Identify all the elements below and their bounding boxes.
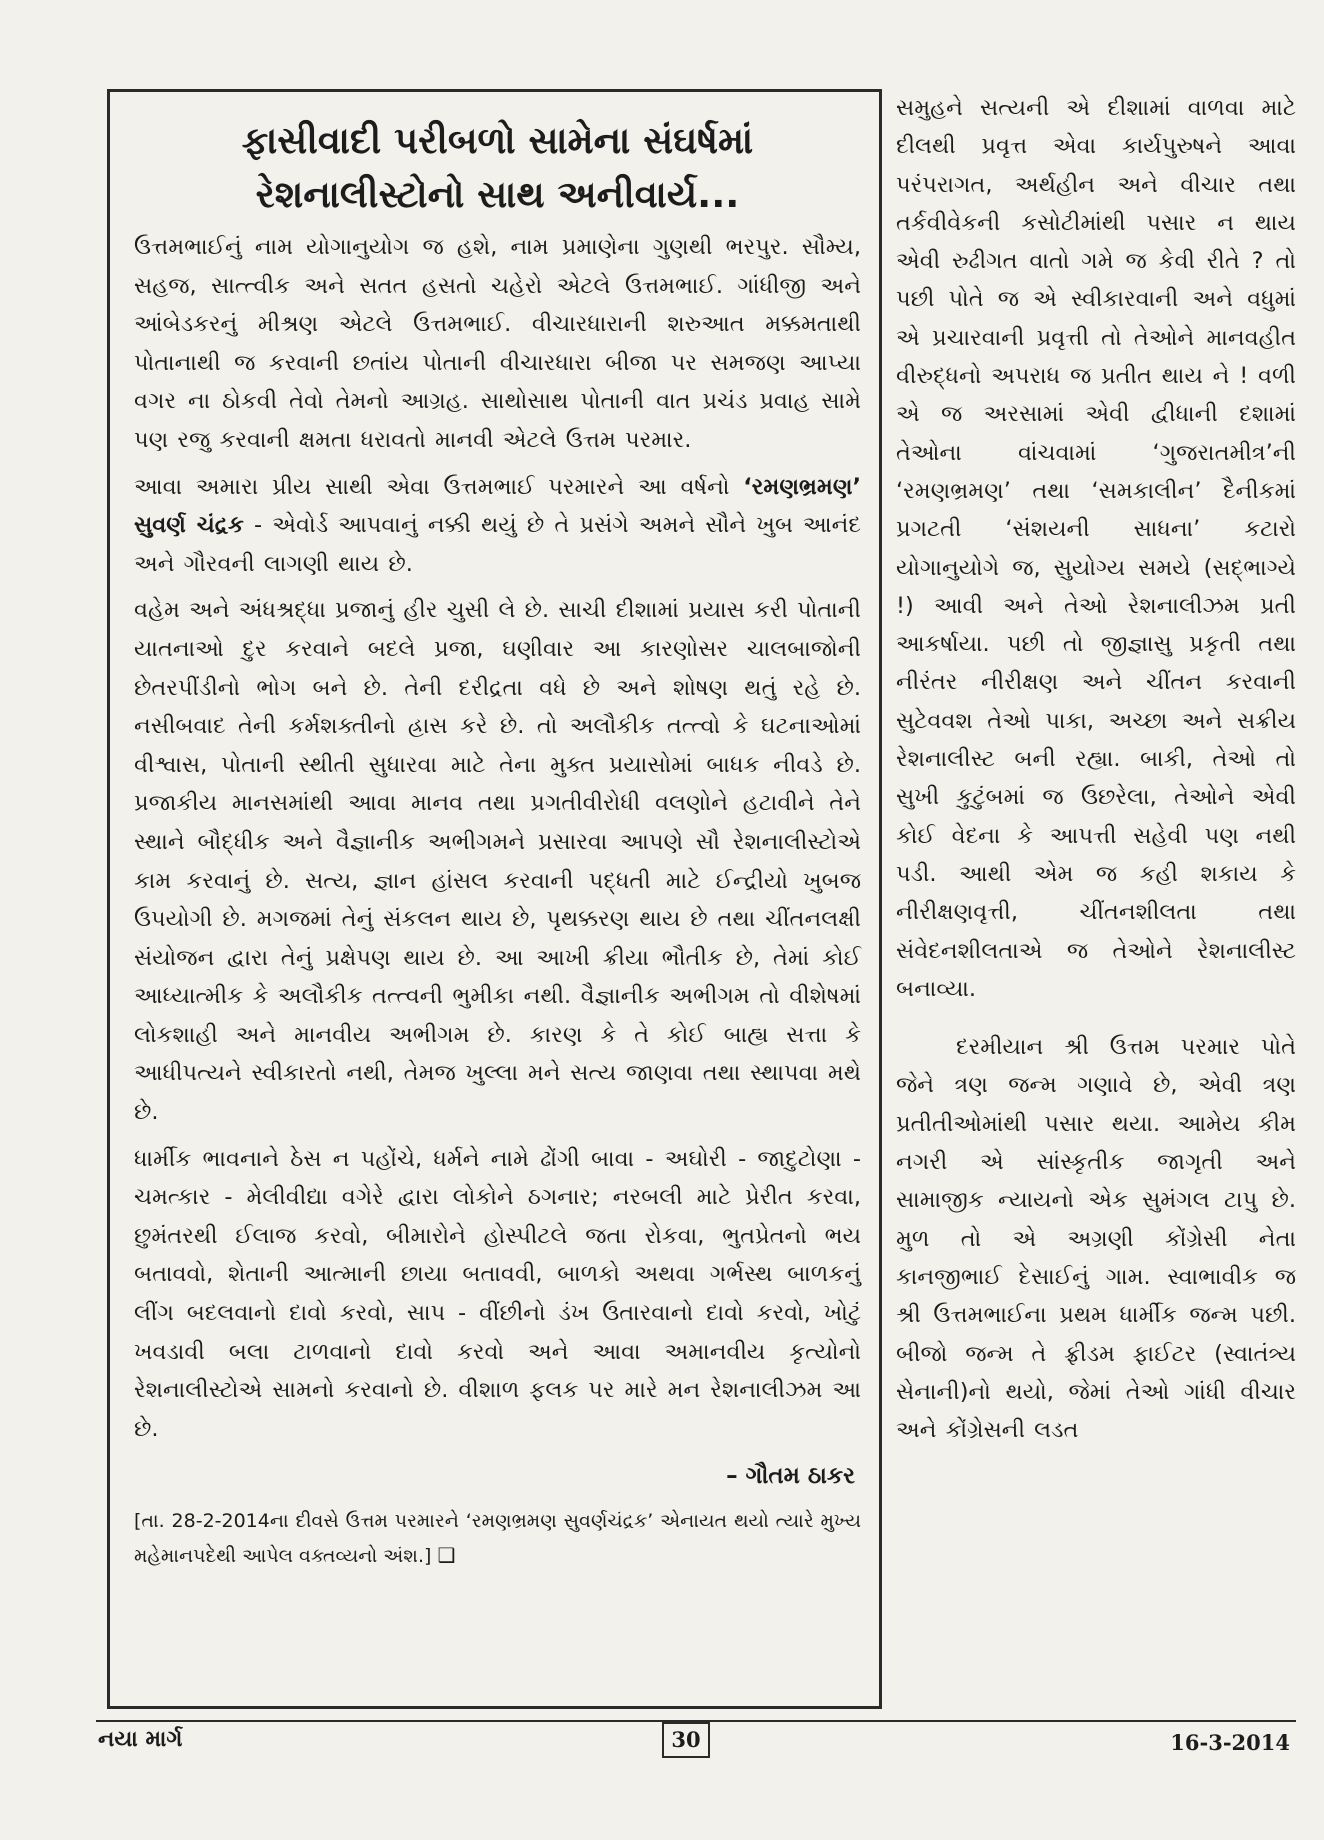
article-paragraph-4: ધાર્મીક ભાવનાને ઠેસ ન પહોંચે, ધર્મને નામે ઢોંગી બાવા - અઘોરી - જાદુટોણા - ચમત્કાર - મેલીવીદ્યા વગેરે દ્વારા લોકોને ઠગનાર; નરબલી માટે પ્રેરીત કરવા, છુમંતરથી ઈલાજ કરવો, બીમારોને હોસ્પીટલે જતા રોકવા, ભુતપ્રેતનો ભય બતાવવો, શેતાની આત્માની છાયા બતાવવી, બાળકો અથવા ગર્ભસ્થ બાળકનું લીંગ બદલવાનો દાવો કરવો, સાપ - વીંછીનો ડંખ ઉતારવાનો દાવો કરવો, ખોટું ખવડાવી બલા ટાળવાનો દાવો કરવો અને આવા અમાનવીય કૃત્યોનો રેશનાલીસ્ટોએ સામનો કરવાનો છે. વીશાળ ફલક પર મારે મન રેશનાલીઝમ આ છે. xyxy=(134,1145,861,1442)
issue-date: 16-3-2014 xyxy=(1170,1730,1290,1755)
award-name: ‘રમણભ્રમણ’ સુવર્ણ ચંદ્રક xyxy=(134,473,861,539)
page-number: 30 xyxy=(662,1722,710,1758)
column-paragraph-1: સમુહને સત્યની એ દીશામાં વાળવા માટે દીલથી પ્રવૃત્ત એવા કાર્યપુરુષને આવા પરંપરાગત, અર્થહીન અને વીચાર તથા તર્કવીવેકની કસોટીમાંથી પસાર ન થાય એવી રુઢીગત વાતો ગમે જ કેવી રીતે ? તો પછી પોતે જ એ સ્વીકારવાની અને વધુમાં એ પ્રચારવાની પ્રવૃત્તી તો તેઓને માનવહીત વીરુદ્ધનો અપરાધ જ પ્રતીત થાય ને ! વળી એ જ અરસામાં એવી દ્વીધાની દશામાં તેઓના વાંચવામાં ‘ગુજરાતમીત્ર’ની ‘રમણભ્રમણ’ તથા ‘સમકાલીન’ દૈનીકમાં પ્રગટતી ‘સંશયની સાધના’ કટારો યોગાનુયોગે જ, સુયોગ્ય સમયે (સદ્ભાગ્યે !) આવી અને તેઓ રેશનાલીઝમ પ્રતી આકર્ષાયા. પછી તો જીજ્ઞાસુ પ્રકૃતી તથા નીરંતર નીરીક્ષણ અને ચીંતન કરવાની સુટેવવશ તેઓ પાકા, અચ્છા અને સક્રીય રેશનાલીસ્ટ બની રહ્યા. બાકી, તેઓ તો સુખી કુટુંબમાં જ ઉછરેલા, તેઓને એવી કોઈ વેદના કે આપત્તી સહેવી પણ નથી પડી. આથી એમ જ કહી શકાય કે નીરીક્ષણવૃત્તી, ચીંતનશીલતા તથા સંવેદનશીલતાએ જ તેઓને રેશનાલીસ્ટ બનાવ્યા. xyxy=(896,95,1296,1002)
magazine-name: નયા માર્ગ xyxy=(98,1727,183,1752)
editor-note-text: [તા. 28-2-2014ના દીવસે ઉત્તમ પરમારને ‘રમણભ્રમણ સુવર્ણચંદ્રક’ એનાયત થયો ત્યારે મુખ્ય મહેમાનપદેથી આપેલ વક્તવ્યનો અંશ.] xyxy=(134,1510,861,1568)
column-paragraph-2: દરમીયાન શ્રી ઉત્તમ પરમાર પોતે જેને ત્રણ જન્મ ગણાવે છે, એવી ત્રણ પ્રતીતીઓમાંથી પસાર થયા. આમેય કીમ નગરી એ સાંસ્કૃતીક જાગૃતી અને સામાજીક ન્યાયનો એક સુમંગલ ટાપુ છે. મુળ તો એ અગ્રણી કોંગ્રેસી નેતા કાનજીભાઈ દેસાઈનું ગામ. સ્વાભાવીક જ શ્રી ઉત્તમભાઈના પ્રથમ ધાર્મીક જન્મ પછી. બીજો જન્મ તે ફ્રીડમ ફાઈટર (સ્વાતંત્ર્ય સેનાની)નો થયો, જેમાં તેઓ ગાંધી વીચાર અને કોંગ્રેસની લડત xyxy=(896,1034,1296,1444)
paragraph-2-text-b: - એવોર્ડ આપવાનું નક્કી થયું છે તે પ્રસંગે અમને સૌને ખુબ આનંદ અને ગૌરવની લાગણી થાય છે. xyxy=(134,512,861,577)
article-paragraph-3: વહેમ અને અંધશ્રદ્ધા પ્રજાનું હીર ચુસી લે છે. સાચી દીશામાં પ્રયાસ કરી પોતાની યાતનાઓ દુર કરવાને બદલે પ્રજા, ઘણીવાર આ કારણોસર ચાલબાજોની છેતરપીંડીનો ભોગ બને છે. તેની દરીદ્રતા વધે છે અને શોષણ થતું રહે છે. નસીબવાદ તેની કર્મશક્તીનો હ્રાસ કરે છે. તો અલૌકીક તત્ત્વો કે ઘટનાઓમાં વીશ્વાસ, પોતાની સ્થીતી સુધારવા માટે તેના મુક્ત પ્રયાસોમાં બાધક નીવડે છે. પ્રજાકીય માનસમાંથી આવા માનવ તથા પ્રગતીવીરોધી વલણોને હટાવીને તેને સ્થાને બૌદ્ધીક અને વૈજ્ઞાનીક અભીગમને પ્રસારવા આપણે સૌ રેશનાલીસ્ટોએ કામ કરવાનું છે. સત્ય, જ્ઞાન હાંસલ કરવાની પદ્ધતી માટે ઈન્દ્રીયો ખુબજ ઉપયોગી છે. મગજમાં તેનું સંકલન થાય છે, પૃથક્કરણ થાય છે તથા ચીંતનલક્ષી સંયોજન દ્વારા તેનું પ્રક્ષેપણ થાય છે. આ આખી ક્રીયા ભૌતીક છે, તેમાં કોઈ આધ્યાત્મીક કે અલૌકીક તત્ત્વની ભુમીકા નથી. વૈજ્ઞાનીક અભીગમ તો વીશેષમાં લોકશાહી અને માનવીય અભીગમ છે. કારણ કે તે કોઈ બાહ્ય સત્તા કે આધીપત્યને સ્વીકારતો નથી, તેમજ ખુલ્લા મને સત્ય જાણવા તથા સ્થાપવા મથે છે. xyxy=(134,597,861,1126)
author-signature: – ગૌતમ ઠાકર xyxy=(726,1463,855,1490)
article-paragraph-2 xyxy=(134,468,861,584)
title-line-2: રેશનાલીસ્ટોનો સાથ અનીવાર્ય... xyxy=(255,173,740,216)
editor-note xyxy=(134,1504,861,1573)
right-column xyxy=(896,89,1296,1709)
end-mark-icon: ❑ xyxy=(437,1543,456,1568)
article-paragraph-1: ઉત્તમભાઈનું નામ યોગાનુયોગ જ હશે, નામ પ્રમાણેના ગુણથી ભરપુર. સૌમ્ય, સહજ, સાત્ત્વીક અને સતત હસતો ચહેરો એટલે ઉત્તમભાઈ. ગાંધીજી અને આંબેડકરનું મીશ્રણ એટલે ઉત્તમભાઈ. વીચારધારાની શરુઆત મક્કમતાથી પોતાનાથી જ કરવાની છતાંય પોતાની વીચારધારા બીજા પર સમજણ આપ્યા વગર ના ઠોકવી તેવો તેમનો આગ્રહ. સાથોસાથ પોતાની વાત પ્રચંડ પ્રવાહ સામે પણ રજુ કરવાની ક્ષમતા ધરાવતો માનવી એટલે ઉત્તમ પરમાર. xyxy=(134,234,861,453)
title-line-1: ફાસીવાદી પરીબળો સામેના સંઘર્ષમાં xyxy=(241,119,754,162)
article-title xyxy=(134,114,861,222)
article-box xyxy=(107,89,882,1709)
paragraph-2-text-a: આવા અમારા પ્રીય સાથી એવા ઉત્તમભાઈ પરમારને આ વર્ષનો xyxy=(134,473,744,500)
